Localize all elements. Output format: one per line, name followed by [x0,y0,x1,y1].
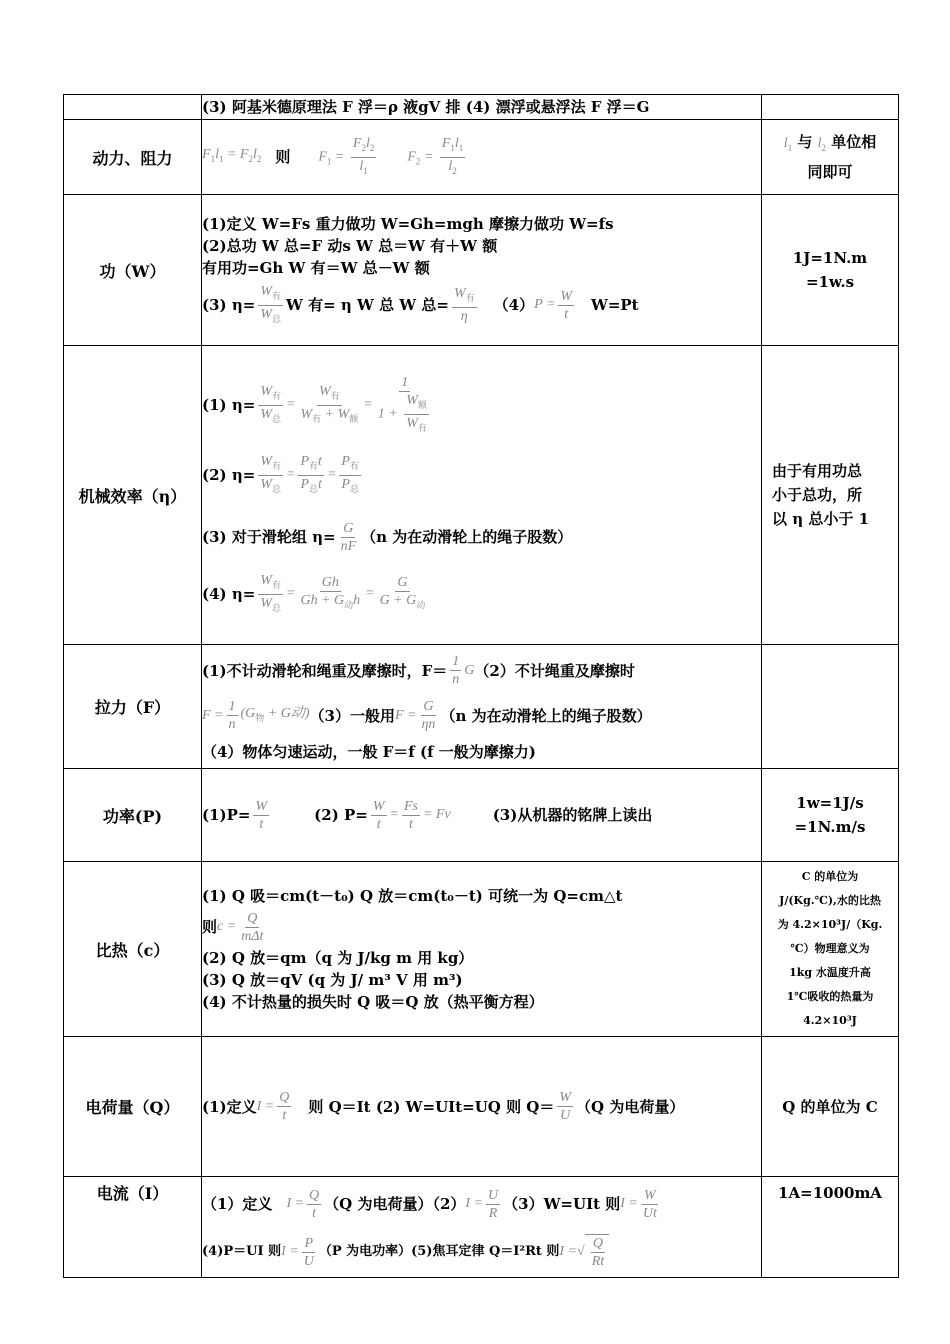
row-note-pull [762,645,899,769]
power-formula: P = [534,297,556,312]
pull-line-3: （4）物体匀速运动，一般 F＝f (f 一般为摩擦力) [202,742,536,761]
pull-line-2: F = $\frac{1}{n}$ ($G_物 + G$动) （3）一般用 F = $\frac{G}{\eta n}$ （n 为在动滑轮上的绳子股数） [202,699,652,732]
efficiency-fraction: $\frac{W_有}{W_总}$ [260,283,282,324]
row-body-efficiency [202,346,762,645]
row-note-work: 1J=1N.m =1w.s [762,195,899,346]
charge-line: (1)定义 I = $\frac{Q}{t}$ 则 Q＝It (2) W=UIt=UQ 则 Q＝ $\frac{W}{U}$ （Q 为电荷量） [202,1090,685,1123]
row-body-specific-heat [202,862,762,1037]
buoyancy-line: (3) 阿基米德原理法 F 浮＝ρ 液gV 排 (4) 漂浮或悬浮法 F 浮＝G [202,98,650,116]
work-line-2: (2)总功 W 总=F 动s W 总＝W 有＋W 额 [202,236,498,255]
row-body [202,95,762,120]
heat-line-5: (4) 不计热量的损失时 Q 吸＝Q 放（热平衡方程） [202,993,544,1011]
total-work-fraction: $\frac{W_有}{\eta}$ [453,286,475,324]
row-note-current: 1A=1000mA [762,1177,899,1278]
row-label-power: 功率(P) [64,769,202,862]
lever-then: 则 [275,148,291,166]
row-note-specific-heat: C 的单位为 J/(Kg.℃),水的比热 为 4.2×10³J/（Kg. ℃）物理意义为 1kg 水温度升高 1℃吸收的热量为 4.2×10³J [762,862,899,1037]
pull-line-1: (1)不计动滑轮和绳重及摩擦时，F＝ $\frac{1}{n}$ G （2）不计绳重及摩擦时 [202,654,635,687]
formula-table [63,94,899,1278]
work-line-4: (3) η= $\frac{W_有}{W_总}$ W 有= η W 总 W 总= $\frac{W_有}{\eta}$ （4） P = $\frac{W}{t}$ W=Pt [202,283,761,328]
current-line-1: （1）定义 I = $\frac{Q}{t}$ （Q 为电荷量）（2） I = $\frac{U}{R}$ （3）W=UIt 则 I = $\frac{W}{Ut}$ [202,1187,657,1221]
lever-balance-formula: $F_1l_1 = F_2l_2$ [202,147,262,164]
power-line: (1)P= $\frac{W}{t}$ (2) P= $\frac{W}{t}$ = $\frac{Fs}{t}$ = Fv (3)从机器的铭牌上读出 [202,798,653,832]
row-note-charge: Q 的单位为 C [762,1037,899,1177]
efficiency-formula-2: (2) η= $\frac{W_有}{W_总}$ = $\frac{P_有t}{P_总t}$ = $\frac{P_有}{P_总}$ [202,453,359,494]
row-body-lever [202,120,762,195]
row-body-pull [202,645,762,769]
row-label-pull: 拉力（F） [64,645,202,769]
row-label [64,95,202,120]
table-row [64,1037,899,1177]
row-body-charge [202,1037,762,1177]
row-note [762,95,899,120]
heat-line-3: (2) Q 放＝qm（q 为 J/kg m 用 kg） [202,949,474,967]
row-label-current: 电流（I） [64,1177,202,1278]
note-line: $l_1$ 与 $l_2$ 单位相 [783,133,877,153]
heat-line-2: 则 c = $\frac{Q}{\text{mΔt}}$ [202,910,264,944]
table-row [64,346,899,645]
heat-line-4: (3) Q 放＝qV (q 为 J/ m³ V 用 m³) [202,971,463,989]
row-note-power: 1w=1J/s =1N.m/s [762,769,899,862]
sqrt-icon: √ $\frac{Q}{Rt}$ [577,1234,609,1270]
efficiency-formula-4: (4) η= $\frac{W_有}{W_总}$ = $\frac{Gh}{Gh + G_动h}$ = $\frac{G}{G + G_动}$ [202,572,426,613]
table-row [64,862,899,1037]
row-note-lever [762,120,899,195]
heat-line-1: (1) Q 吸＝cm(t－t₀) Q 放＝cm(t₀－t) 可统一为 Q=cm△t [202,887,623,905]
note-line: 同即可 [807,162,853,181]
efficiency-formula-3: (3) 对于滑轮组 η= $\frac{G}{nF}$ （n 为在动滑轮上的绳子股数） [202,520,573,554]
row-label-work: 功（W） [64,195,202,346]
row-body-work [202,195,762,346]
row-label-specific-heat: 比热（c） [64,862,202,1037]
table-row [64,1177,899,1278]
work-line-1: (1)定义 W=Fs 重力做功 W=Gh=mgh 摩擦力做功 W=fs [202,214,614,233]
f1-formula: $F_1$ = $\frac{F_2l_2}{l_1}$ [318,135,375,176]
current-line-2: (4)P＝UI 则 I = $\frac{P}{U}$ （P 为电功率）(5)焦耳定律 Q＝I²Rt 则 I = √ $\frac{Q}{Rt}$ [202,1229,761,1275]
table-row [64,120,899,195]
row-label-lever: 动力、阻力 [64,120,202,195]
table-row [64,769,899,862]
efficiency-formula-1: (1) η= $\frac{W_有}{W_总}$ = $\frac{W_有}{W_有 + W_额}$ = 1 1 + $\frac{W_额}{W_有}$ [202,374,427,433]
table-row [64,645,899,769]
row-body-current [202,1177,762,1278]
table-row [64,95,899,120]
f2-formula: $F_2$ = $\frac{F_1l_1}{l_2}$ [407,135,464,176]
row-body-power [202,769,762,862]
row-label-efficiency: 机械效率（η） [64,346,202,645]
lever-formula [202,135,761,180]
row-note-efficiency: 由于有用功总 小于总功，所 以 η 总小于 1 [762,346,899,645]
work-line-3: 有用功=Gh W 有＝W 总－W 额 [202,258,430,277]
row-label-charge: 电荷量（Q） [64,1037,202,1177]
table-row [64,195,899,346]
